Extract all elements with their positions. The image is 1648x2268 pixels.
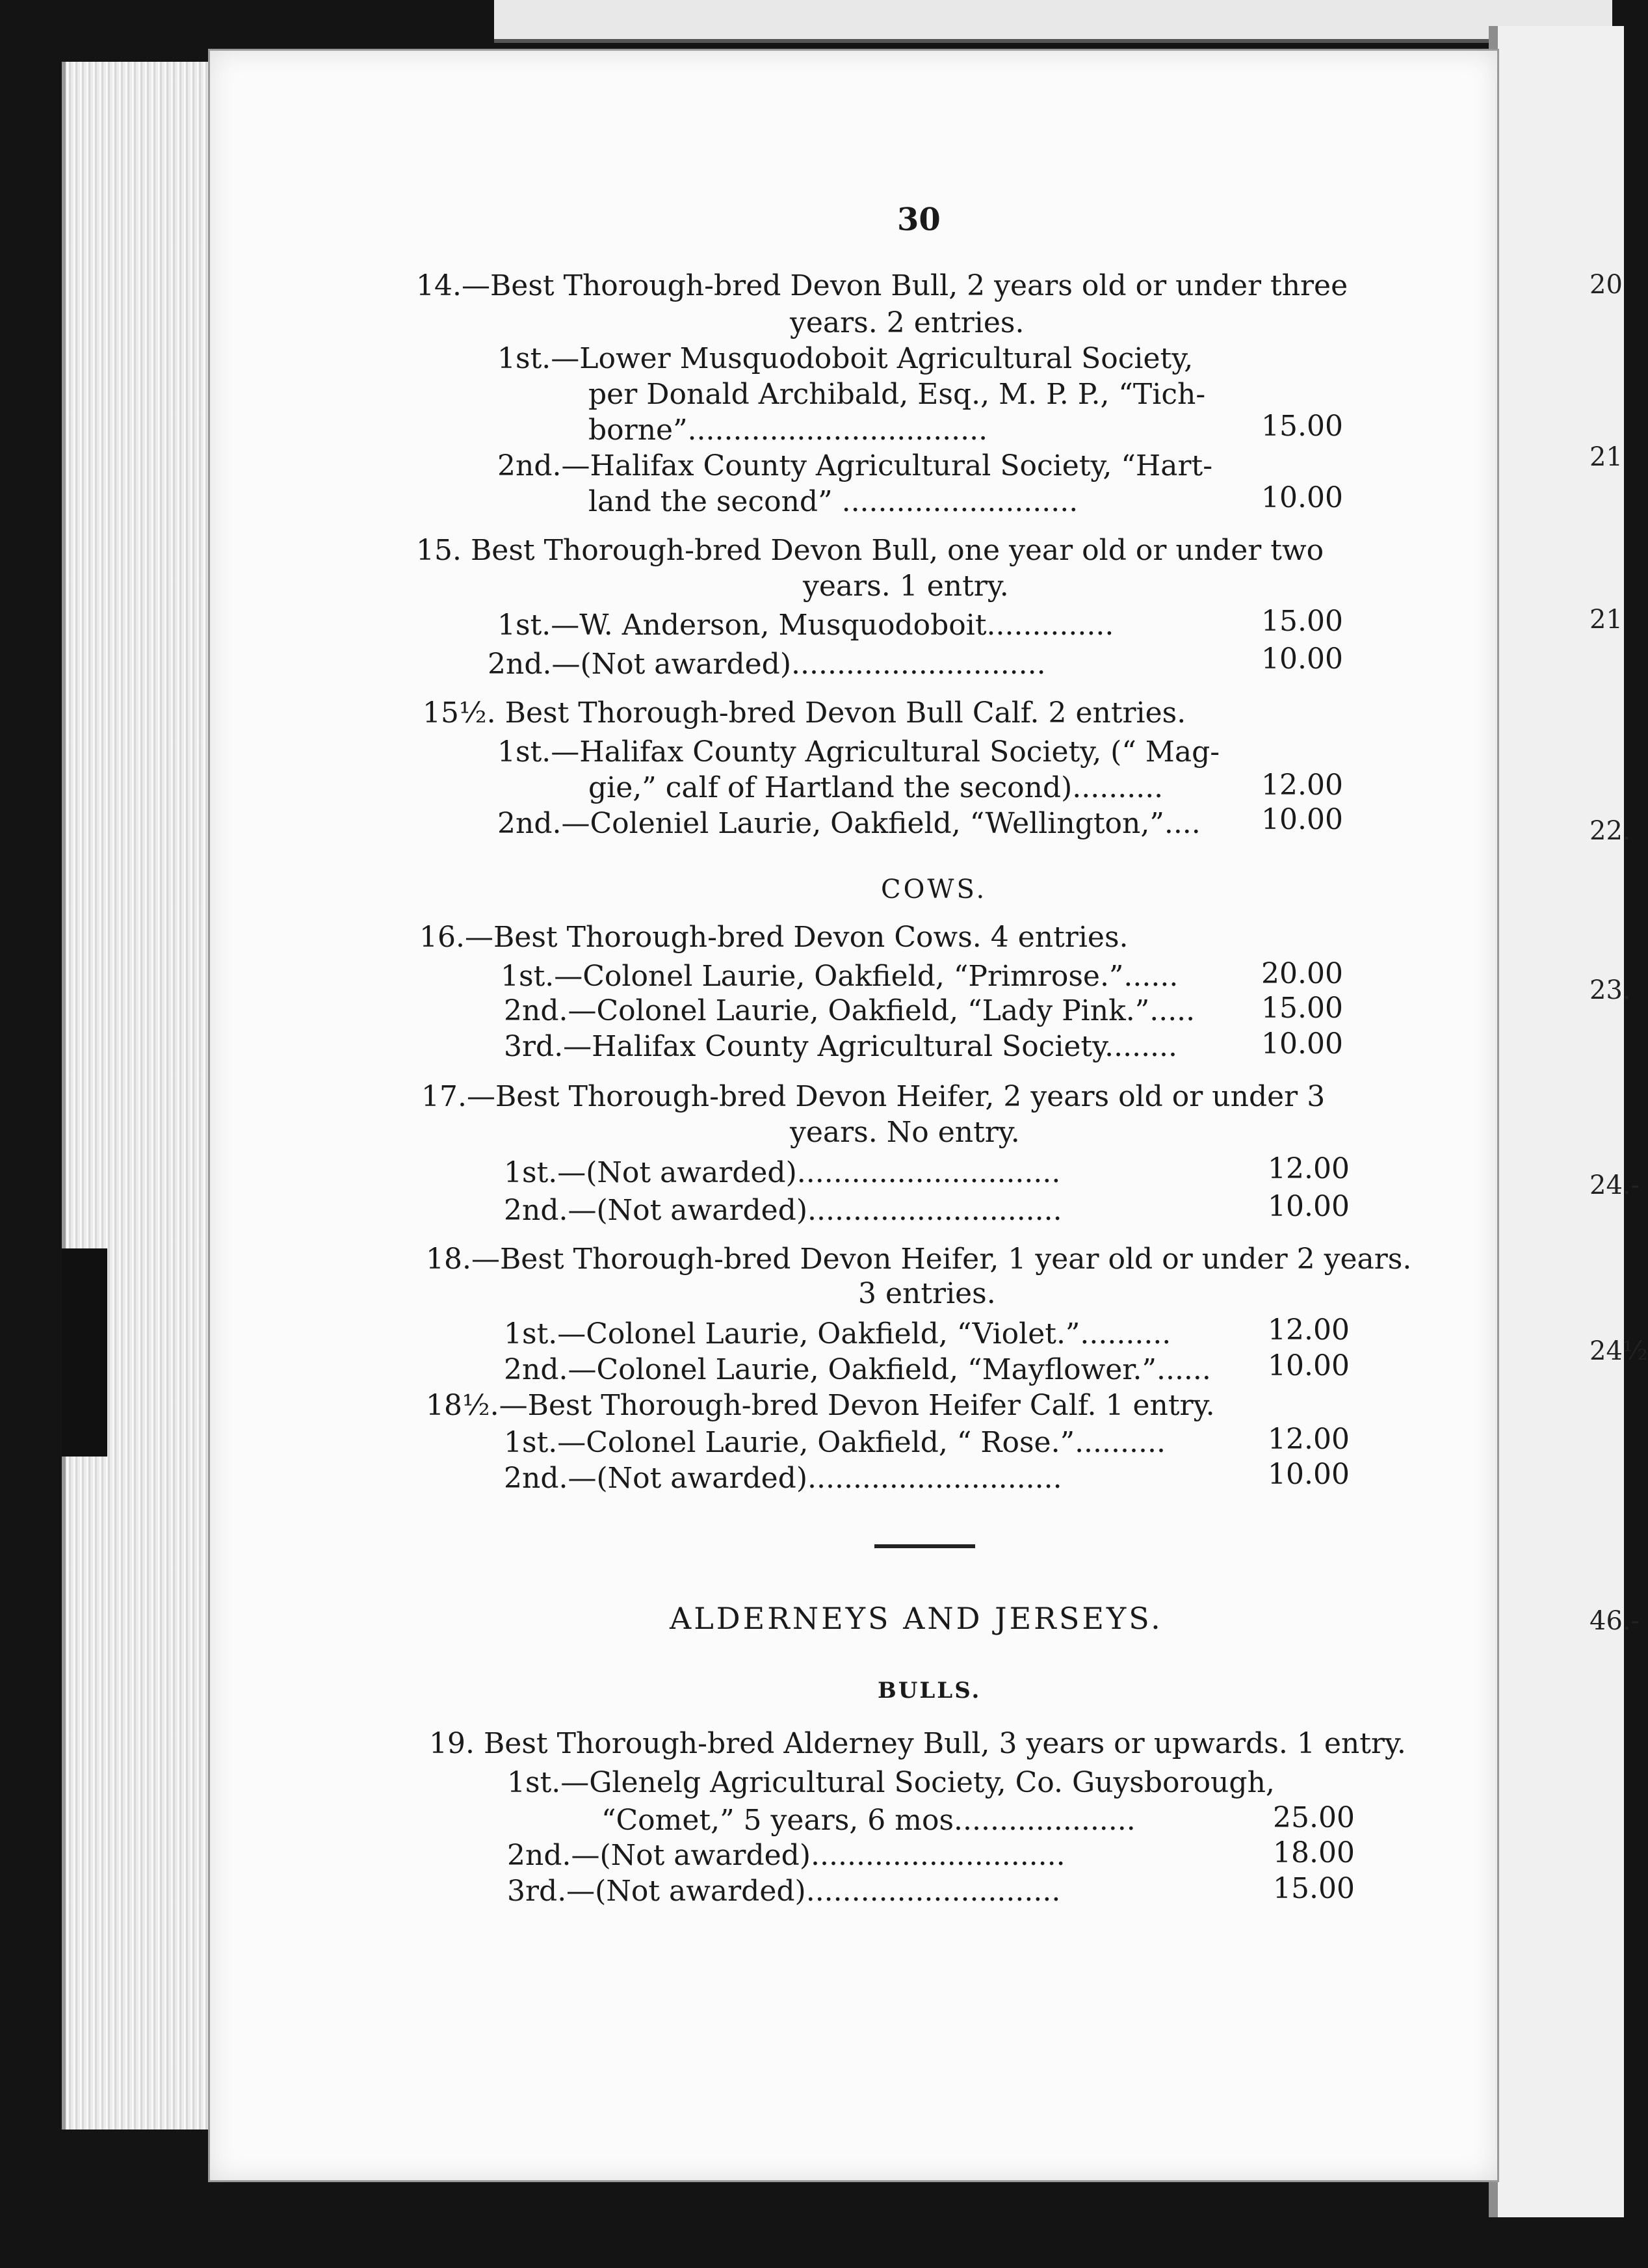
facing-page-number: 20: [1589, 270, 1623, 300]
entry-text: 1st.—Colonel Laurie, Oakfield, “ Rose.”..........: [504, 1426, 1166, 1459]
facing-page-number: 23.: [1589, 975, 1631, 1005]
amount: 12.00: [1268, 1152, 1350, 1185]
entry-text: 2nd.—(Not awarded)............................: [504, 1194, 1062, 1227]
page-stack-notch: [62, 1248, 107, 1457]
entry-text: 1st.—Colonel Laurie, Oakfield, “Violet.”..........: [504, 1317, 1171, 1351]
amount: 10.00: [1268, 1349, 1350, 1382]
amount: 15.00: [1261, 410, 1343, 443]
facing-page: [1489, 26, 1624, 2217]
entry-text: 1st.—Lower Musquodoboit Agricultural Society,: [497, 342, 1194, 375]
subsection-heading: BULLS.: [878, 1678, 982, 1704]
entry-text: land the second” ..........................: [588, 485, 1079, 518]
page-number: 30: [897, 202, 941, 238]
top-edge: [494, 0, 1612, 43]
entry-text: 1st.—Halifax County Agricultural Society, (“ Mag-: [497, 735, 1220, 769]
facing-page-number: 24.-: [1589, 1170, 1640, 1200]
entry-text: 18.—Best Thorough-bred Devon Heifer, 1 year old or under 2 years.: [426, 1243, 1412, 1276]
entry-text: 3 entries.: [858, 1277, 996, 1310]
entry-text: 3rd.—Halifax County Agricultural Society........: [504, 1030, 1178, 1063]
amount: 10.00: [1268, 1190, 1350, 1223]
amount: 12.00: [1261, 769, 1343, 802]
amount: 15.00: [1261, 605, 1343, 638]
entry-text: 16.—Best Thorough-bred Devon Cows. 4 entries.: [419, 921, 1129, 954]
entry-text: 1st.—Glenelg Agricultural Society, Co. Guysborough,: [507, 1766, 1275, 1799]
entry-text: 15½. Best Thorough-bred Devon Bull Calf. 2 entries.: [423, 696, 1186, 730]
entry-text: years. No entry.: [790, 1116, 1020, 1149]
entry-text: years. 2 entries.: [790, 306, 1025, 339]
entry-text: 19. Best Thorough-bred Alderney Bull, 3 years or upwards. 1 entry.: [429, 1727, 1406, 1760]
facing-page-number: 46.-: [1589, 1606, 1640, 1636]
entry-text: 3rd.—(Not awarded)............................: [507, 1875, 1061, 1908]
amount: 10.00: [1268, 1458, 1350, 1491]
entry-text: 1st.—W. Anderson, Musquodoboit..............: [497, 609, 1114, 642]
amount: 18.00: [1273, 1836, 1355, 1869]
amount: 12.00: [1268, 1423, 1350, 1456]
entry-text: 2nd.—Halifax County Agricultural Society, “Hart-: [497, 449, 1213, 482]
entry-text: 2nd.—(Not awarded)............................: [488, 648, 1046, 681]
facing-page-number: 22.: [1589, 816, 1631, 846]
entry-text: 15. Best Thorough-bred Devon Bull, one year old or under two: [416, 534, 1324, 567]
entry-text: 2nd.—Colonel Laurie, Oakfield, “Lady Pink.”.....: [504, 994, 1196, 1027]
entry-text: 2nd.—(Not awarded)............................: [507, 1839, 1066, 1872]
entry-text: 17.—Best Thorough-bred Devon Heifer, 2 years old or under 3: [421, 1080, 1326, 1113]
amount: 12.00: [1268, 1313, 1350, 1347]
amount: 15.00: [1261, 992, 1343, 1025]
entry-text: gie,” calf of Hartland the second)..........: [588, 771, 1164, 804]
entry-text: 1st.—(Not awarded).............................: [504, 1156, 1061, 1189]
amount: 10.00: [1261, 803, 1343, 836]
section-heading: ALDERNEYS AND JERSEYS.: [670, 1601, 1163, 1636]
divider-rule: [874, 1544, 975, 1548]
amount: 10.00: [1261, 642, 1343, 676]
entry-text: 2nd.—Coleniel Laurie, Oakfield, “Wellington,”....: [497, 807, 1201, 840]
entry-text: 1st.—Colonel Laurie, Oakfield, “Primrose.”......: [501, 960, 1179, 993]
amount: 15.00: [1273, 1872, 1355, 1905]
entry-text: 2nd.—(Not awarded)............................: [504, 1462, 1062, 1495]
amount: 25.00: [1273, 1801, 1355, 1834]
amount: 10.00: [1261, 481, 1343, 514]
section-heading: COWS.: [881, 875, 987, 904]
amount: 20.00: [1261, 957, 1343, 990]
facing-page-number: 24½: [1589, 1336, 1648, 1366]
entry-text: per Donald Archibald, Esq., M. P. P., “Tich-: [588, 378, 1206, 411]
facing-page-number: 21: [1589, 442, 1623, 472]
facing-page-number: 21: [1589, 605, 1623, 635]
entry-text: 14.—Best Thorough-bred Devon Bull, 2 years old or under three: [416, 269, 1348, 302]
entry-text: 2nd.—Colonel Laurie, Oakfield, “Mayflower.”......: [504, 1353, 1211, 1386]
entry-text: borne”.................................: [588, 414, 988, 447]
entry-text: “Comet,” 5 years, 6 mos....................: [601, 1804, 1136, 1837]
amount: 10.00: [1261, 1027, 1343, 1061]
entry-text: 18½.—Best Thorough-bred Devon Heifer Calf. 1 entry.: [426, 1389, 1215, 1422]
entry-text: years. 1 entry.: [803, 570, 1009, 603]
